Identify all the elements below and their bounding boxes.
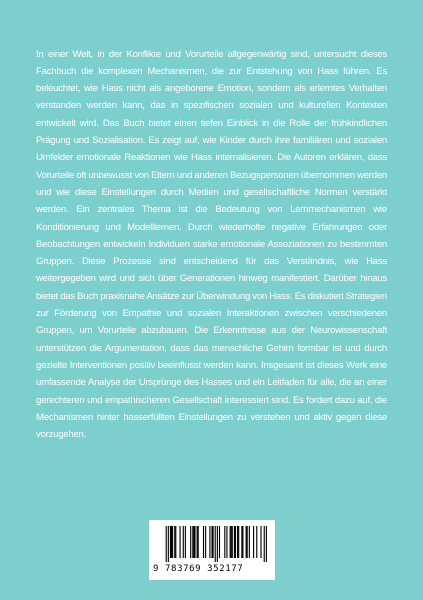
barcode-bar [247,526,248,558]
barcode-bar [170,526,171,558]
barcode-bar [256,526,257,558]
barcode-bar [238,526,239,558]
barcode-bar [232,526,233,558]
barcode-bar [168,526,169,562]
barcode-bar [183,526,184,558]
barcode-bar [205,526,206,558]
barcode-bar [234,526,235,558]
barcode-bar [235,526,236,558]
barcode-bar [192,526,193,558]
barcode-bar [237,526,238,558]
barcode-bar [215,526,216,562]
barcode-bar [193,526,194,558]
barcode-bar [213,526,214,558]
barcode-bar [217,526,218,562]
barcode-bar [224,526,225,558]
barcode-bar [219,526,220,558]
barcode-bar [185,526,186,558]
barcode-bar [253,526,254,558]
barcode-bar [249,526,250,558]
blurb-text: In einer Welt, in der Konflikte und Vorurteile allgegenwärtig sind, untersucht dieses Fachbuch die komplexen Mechanismen, die zur Entstehung von Hass führen. Es beleuchtet, wie Hass nicht als angeborene Emotion, sondern als erlerntes Verhalten verstanden werden kann, das in spezifischen sozialen und kulturellen Kontexten entwickelt wird. Das Buch bietet einen tiefen Einblick in die Rolle der frühkindlichen Prägung und Sozialisation. Es zeigt auf, wie Kinder durch ihre familiären und sozialen Umfelder emotionale Reaktionen wie Hass internalisieren. Die Autoren erklären, dass Vorurteile oft unbewusst von Eltern und anderen Bezugspersonen übernommen werden und wie diese Einstellungen durch Medien und gesellschaftliche Normen verstärkt werden. Ein zentrales Thema ist die Bedeutung von Lernmechanismen wie Konditionierung und Modelllernen. Durch wiederholte negative Erfahrungen oder Beobachtungen entwickeln Individuen starke emotionale Assoziationen zu bestimmten Gruppen. Diese Prozesse sind entscheidend für das Verständnis, wie Hass weitergegeben wird und sich über Generationen hinweg manifestiert. Darüber hinaus bietet das Buch praxisnahe Ansätze zur Überwindung von Hass. Es diskutiert Strategien zur Förderung von Empathie und sozialen Interaktionen zwischen verschiedenen Gruppen, um Vorurteile abzubauen. Die Erkenntnisse aus der Neurowissenschaft unterstützen die Argumentation, dass das menschliche Gehirn formbar ist und durch gezielte Interventionen positiv beeinflusst werden kann. Insgesamt ist dieses Werk eine umfassende Analyse der Ursprünge des Hasses und ein Leitfaden für alle, die an einer gerechteren und empathischeren Gesellschaft interessiert sind. Es fordert dazu auf, die Mechanismen hinter hasserfüllten Einstellungen zu verstehen und aktiv gegen diese vorzugehen. [36,48,387,441]
barcode-bar [172,526,173,558]
barcode-bar [241,526,242,558]
barcode-bar [166,526,167,562]
barcode-bar [211,526,212,558]
barcode-bar [260,526,261,558]
barcode-bar [190,526,191,558]
isbn-digits: 9 783769 352177 [153,564,244,574]
barcode-bar [242,526,243,558]
isbn-barcode [149,520,275,580]
barcode-bar [246,526,247,558]
barcode-bar [209,526,210,558]
barcode-bar [198,526,199,558]
barcode-bar [175,526,176,558]
barcode-bar [203,526,204,558]
barcode-bar [197,526,198,558]
barcode-bar [266,526,267,562]
barcode-bars [155,526,269,562]
barcode-bar [230,526,231,558]
barcode-bar [194,526,195,558]
barcode-bar [231,526,232,558]
barcode-bar [226,526,227,558]
barcode-bar [180,526,181,558]
barcode-bar [264,526,265,562]
barcode-bar [171,526,172,558]
barcode-bar [174,526,175,558]
